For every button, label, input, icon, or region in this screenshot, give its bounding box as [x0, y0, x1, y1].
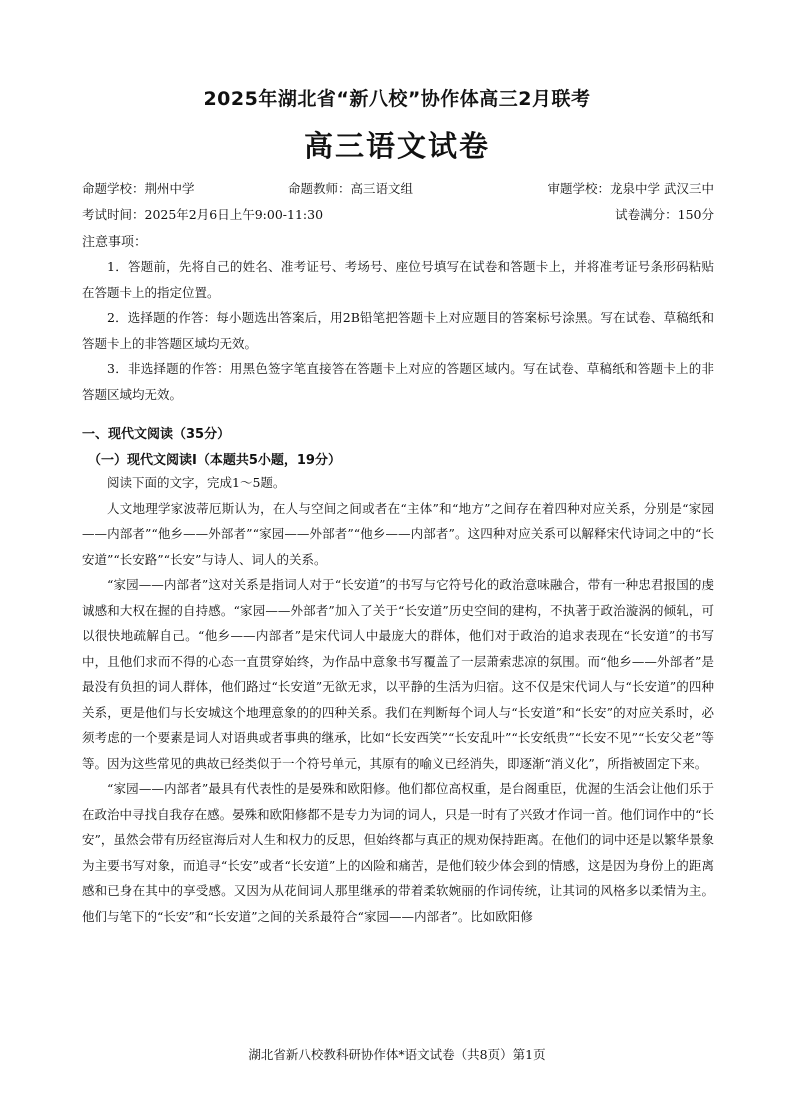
paper-title: 高三语文试卷 [303, 129, 490, 163]
exam-title: 2025年湖北省“新八校”协作体高三2月联考 [203, 88, 591, 110]
notice-list [82, 254, 714, 407]
exam-time: 考试时间：2025年2月6日上午9:00-11:30 [82, 207, 324, 222]
notice-item: 1．答题前，先将自己的姓名、准考证号、考场号、座位号填写在试卷和答题卡上，并将准考证号条形码粘贴在答题卡上的指定位置。 [82, 259, 714, 300]
passage-paragraph: 人文地理学家波蒂厄斯认为，在人与空间之间或者在“主体”和“地方”之间存在着四种对应关系，分别是“家园——内部者”“他乡——外部者”“家园——外部者”“他乡——内部者”。这四种对应关系可以解释宋代诗词之中的“长安道”“长安路”“长安”与诗人、词人的关系。 [82, 500, 714, 567]
passage-instruction: 阅读下面的文字，完成1～5题。 [107, 475, 286, 490]
notice-item: 2．选择题的作答：每小题选出答案后，用2B铅笔把答题卡上对应题目的答案标号涂黑。写在试卷、草稿纸和答题卡上的非答题区域均无效。 [82, 310, 714, 351]
section-heading: 一、现代文阅读（35分） [82, 427, 231, 442]
exam-info-row-2 [82, 206, 714, 224]
setting-teacher: 命题教师：高三语文组 [288, 181, 414, 196]
setting-school: 命题学校：荆州中学 [82, 181, 195, 196]
review-schools: 审题学校：龙泉中学 武汉三中 [547, 181, 714, 196]
reading-passage [82, 470, 714, 929]
passage-paragraph: “家园——内部者”最具有代表性的是晏殊和欧阳修。他们都位高权重，是台阁重臣，优渥的生活会让他们乐于在政治中寻找自我存在感。晏殊和欧阳修都不是专力为词的词人，只是一时有了兴致才作词一首。他们词作中的“长安”，虽然会带有历经宦海后对人生和权力的反思，但始终都与真正的规劝保持距离。在他们的词中还是以繁华景象为主要书写对象，而追寻“长安”或者“长安道”上的凶险和痛苦，是他们较少体会到的情感，这是因为身份上的距离感和已身在其中的享受感。又因为从花间词人那里继承的带着柔软婉丽的作词传统，让其词的风格多以柔情为主。他们与笔下的“长安”和“长安道”之间的关系最符合“家园——内部者”。比如欧阳修 [82, 781, 714, 924]
full-score: 试卷满分：150分 [615, 207, 714, 222]
page-footer: 湖北省新八校教科研协作体*语文试卷（共8页）第1页 [248, 1047, 546, 1062]
notice-title: 注意事项： [82, 235, 148, 250]
passage-paragraph: “家园——内部者”这对关系是指词人对于“长安道”的书写与它符号化的政治意味融合，带有一种忠君报国的虔诚感和大权在握的自持感。“家园——外部者”加入了关于“长安道”历史空间的建构，不执著于政治漩涡的倾轧，可以很快地疏解自己。“他乡——内部者”是宋代词人中最庞大的群体，他们对于政治的追求表现在“长安道”的书写中，且他们求而不得的心态一直贯穿始终，为作品中意象书写覆盖了一层萧索悲凉的氛围。而“他乡——外部者”是最没有负担的词人群体，他们路过“长安道”无欲无求，以平静的生活为归宿。这不仅是宋代词人与“长安道”的四种关系，更是他们与长安城这个地理意象的的四种关系。我们在判断每个词人与“长安道”和“长安”的对应关系时，必须考虑的一个要素是词人对语典或者事典的继承，比如“长安西笑”“长安乱叶”“长安纸贵”“长安不见”“长安父老”等等。因为这些常见的典故已经类似于一个符号单元，其原有的喻义已经消失，即逐渐“消义化”，所指被固定下来。 [82, 577, 714, 771]
exam-info-row-1 [82, 180, 714, 198]
subsection-heading: （一）现代文阅读Ⅰ（本题共5小题，19分） [88, 453, 341, 468]
notice-item: 3．非选择题的作答：用黑色签字笔直接答在答题卡上对应的答题区域内。写在试卷、草稿纸和答题卡上的非答题区域均无效。 [82, 361, 714, 402]
